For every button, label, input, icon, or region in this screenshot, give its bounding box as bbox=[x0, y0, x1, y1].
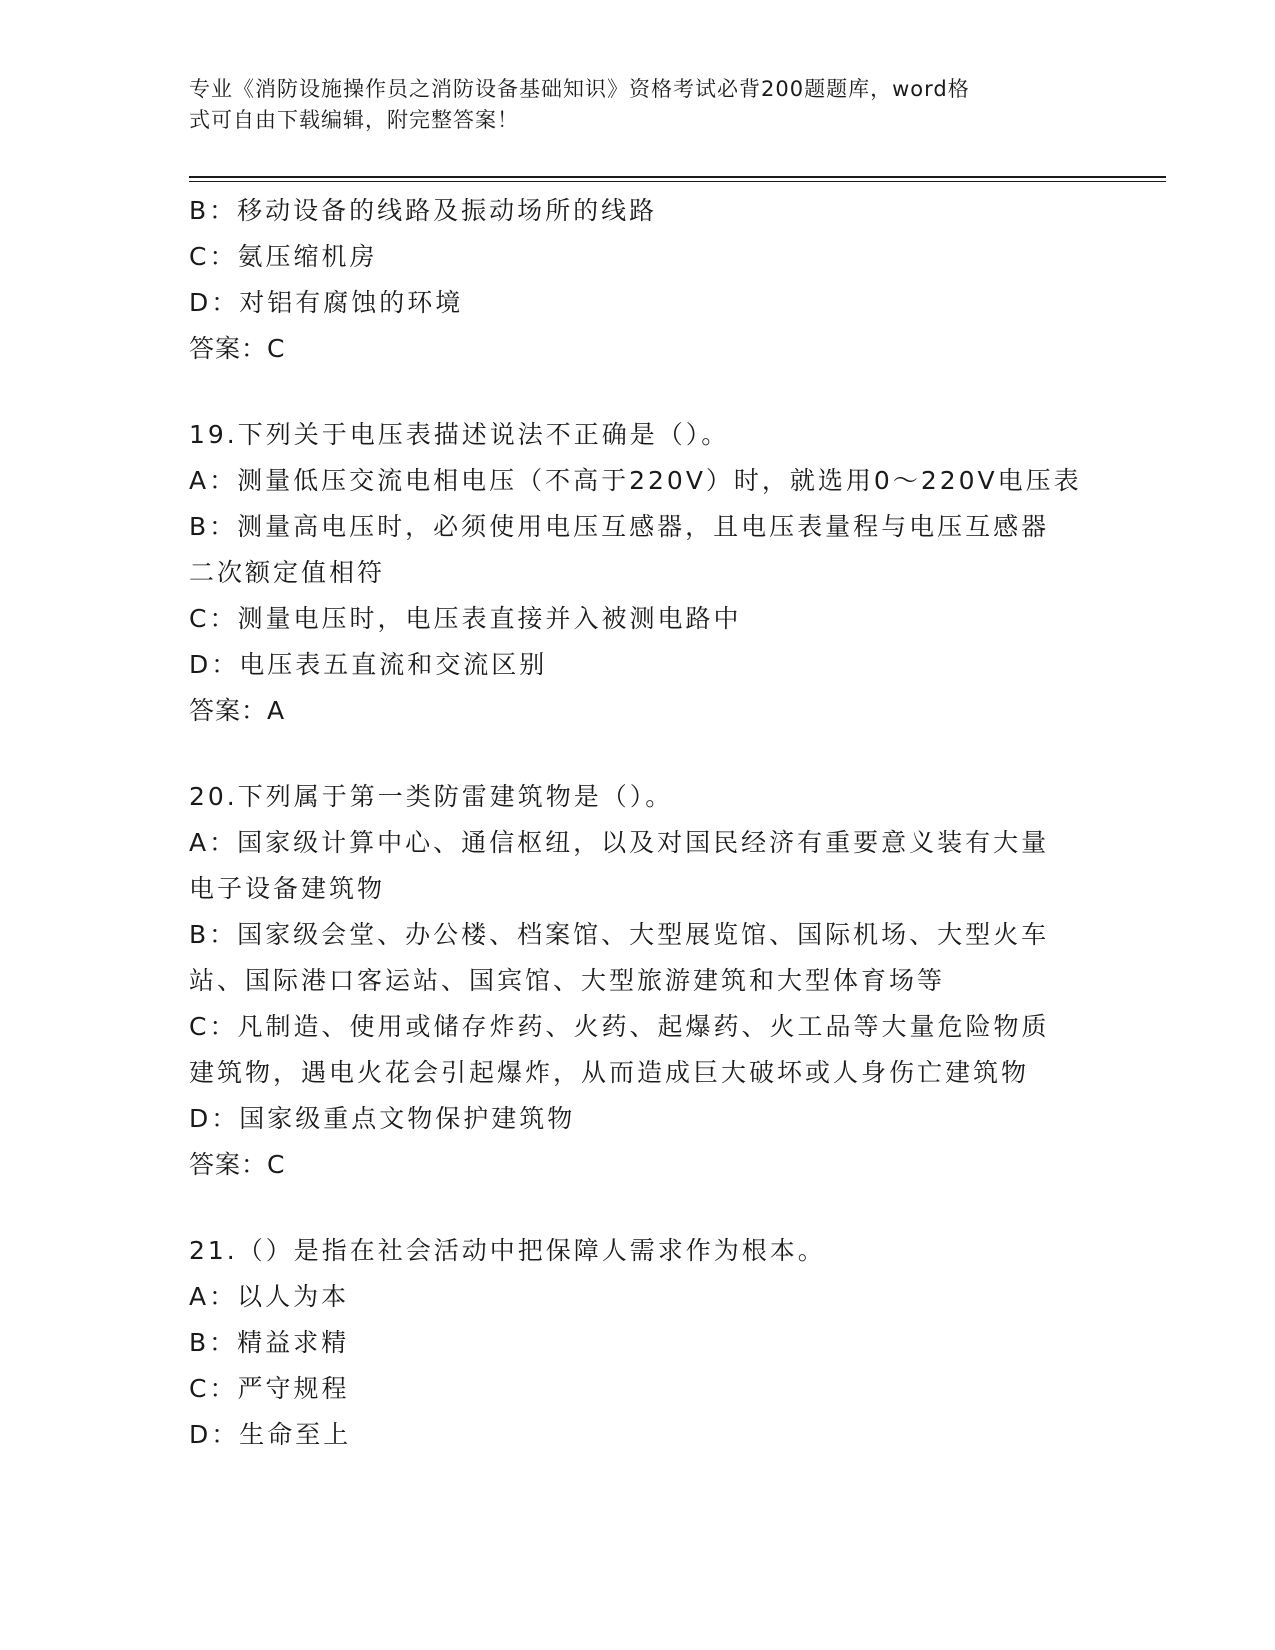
option-c: C：氨压缩机房 bbox=[189, 242, 378, 271]
option-b bbox=[189, 912, 1089, 1004]
question-stem: 21.（）是指在社会活动中把保障人需求作为根本。 bbox=[189, 1236, 826, 1265]
option-b-line-1: B：测量高电压时，必须使用电压互感器，且电压表量程与电压互感器 bbox=[189, 512, 1050, 541]
option-c bbox=[189, 1004, 1089, 1096]
question-content bbox=[189, 188, 1089, 1458]
header-divider-thin bbox=[189, 181, 1166, 182]
header-line-1: 专业《消防设施操作员之消防设备基础知识》资格考试必背200题题库，word格 bbox=[189, 77, 970, 101]
option-a: A：测量低压交流电相电压（不高于220V）时，就选用0～220V电压表 bbox=[189, 466, 1082, 495]
header-line-2: 式可自由下载编辑，附完整答案！ bbox=[189, 108, 519, 132]
option-b-line-2: 站、国际港口客运站、国宾馆、大型旅游建筑和大型体育场等 bbox=[189, 966, 946, 995]
option-d: D：电压表五直流和交流区别 bbox=[189, 650, 548, 679]
prev-question-tail bbox=[189, 188, 1089, 372]
option-a-line-1: A：国家级计算中心、通信枢纽，以及对国民经济有重要意义装有大量 bbox=[189, 828, 1050, 857]
option-d: D：国家级重点文物保护建筑物 bbox=[189, 1104, 576, 1133]
option-b-line-2: 二次额定值相符 bbox=[189, 558, 386, 587]
option-b: B：精益求精 bbox=[189, 1328, 350, 1357]
option-d: D：生命至上 bbox=[189, 1420, 352, 1449]
question-stem: 19.下列关于电压表描述说法不正确是（）。 bbox=[189, 420, 730, 449]
option-a bbox=[189, 820, 1089, 912]
question-stem: 20.下列属于第一类防雷建筑物是（）。 bbox=[189, 782, 674, 811]
option-a-line-2: 电子设备建筑物 bbox=[189, 874, 386, 903]
option-c: C：测量电压时，电压表直接并入被测电路中 bbox=[189, 604, 742, 633]
option-b-line-1: B：国家级会堂、办公楼、档案馆、大型展览馆、国际机场、大型火车 bbox=[189, 920, 1050, 949]
option-a: A：以人为本 bbox=[189, 1282, 350, 1311]
answer-line: 答案：C bbox=[189, 1150, 286, 1179]
option-d: D：对铝有腐蚀的环境 bbox=[189, 288, 464, 317]
document-header bbox=[189, 74, 1069, 136]
answer-line: 答案：A bbox=[189, 696, 286, 725]
header-divider-thick bbox=[189, 176, 1166, 178]
question-20 bbox=[189, 774, 1089, 1188]
option-c-line-2: 建筑物，遇电火花会引起爆炸，从而造成巨大破坏或人身伤亡建筑物 bbox=[189, 1058, 1030, 1087]
option-c-line-1: C：凡制造、使用或储存炸药、火药、起爆药、火工品等大量危险物质 bbox=[189, 1012, 1050, 1041]
question-19 bbox=[189, 412, 1089, 734]
option-b: B：移动设备的线路及振动场所的线路 bbox=[189, 196, 658, 225]
question-21 bbox=[189, 1228, 1089, 1458]
option-b bbox=[189, 504, 1089, 596]
option-c: C：严守规程 bbox=[189, 1374, 350, 1403]
answer-line: 答案：C bbox=[189, 334, 286, 363]
